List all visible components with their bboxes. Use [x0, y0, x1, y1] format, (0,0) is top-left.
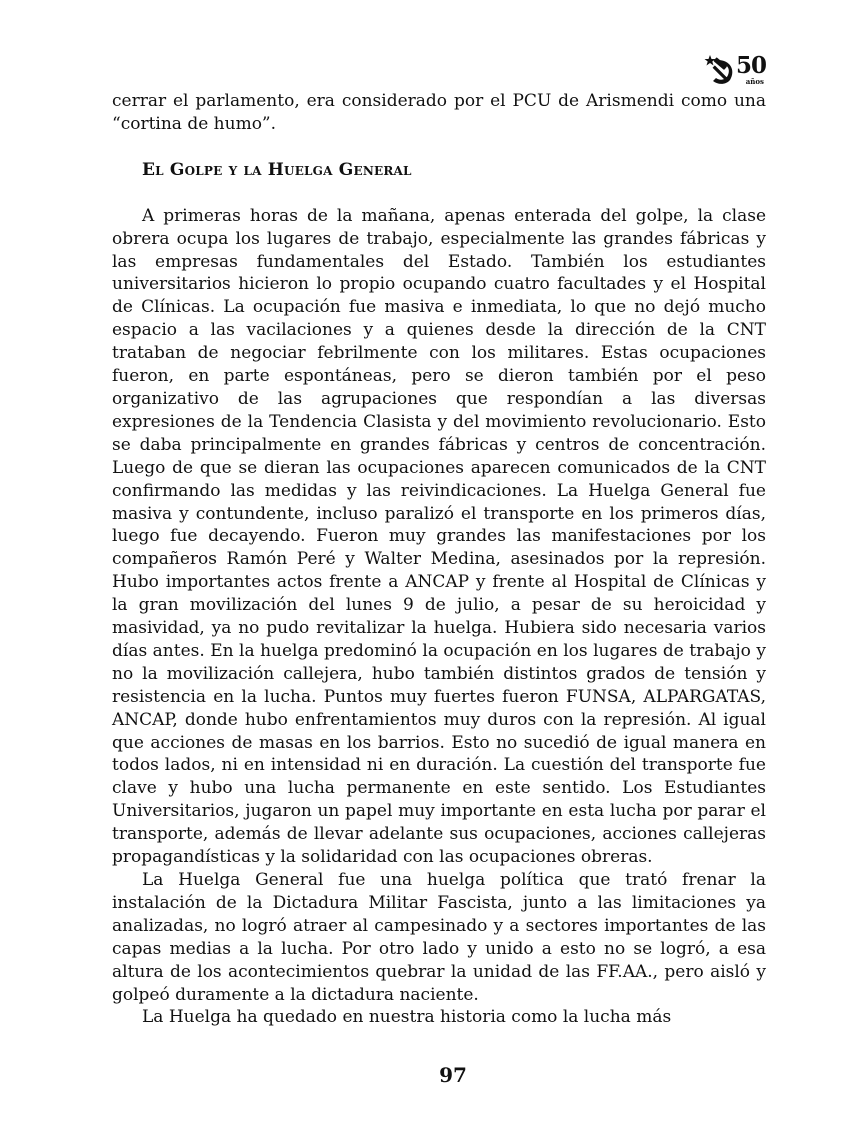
- header-logo: [704, 54, 766, 86]
- page-body: [112, 90, 766, 1029]
- hammer-sickle-star-icon: [704, 54, 738, 86]
- paragraph-continuation: cerrar el parlamento, era considerado por el PCU de Arismendi como una “cortina de humo”.: [112, 91, 766, 134]
- section-heading: El Golpe y la Huelga General: [142, 159, 412, 180]
- logo-50-label: 50: [735, 52, 766, 79]
- paragraph-3: La Huelga ha quedado en nuestra historia como la lucha más: [142, 1007, 672, 1028]
- page-number: 97: [439, 1063, 467, 1087]
- paragraph-1: A primeras horas de la mañana, apenas enterada del golpe, la clase obrera ocupa los lugares de trabajo, especialmente las grandes fábricas y las empresas fundamentales del Estado. También los estudiantes universitarios hicieron lo propio ocupando cuatro facultades y el Hospital de Clínicas. La ocupación fue masiva e inmediata, lo que no dejó mucho espacio a las vacilaciones y a quienes desde la dirección de la CNT trataban de negociar febrilmente con los militares. Estas ocupaciones fueron, en parte espontáneas, pero se dieron también por el peso organizativo de las agrupaciones que respondían a las diversas expresiones de la Tendencia Clasista y del movimiento revolucionario. Esto se daba principalmente en grandes fábricas y centros de concentración. Luego de que se dieran las ocupaciones aparecen comunicados de la CNT confirmando las medidas y las reivindicaciones. La Huelga General fue masiva y contundente, incluso paralizó el transporte en los primeros días, luego fue decayendo. Fueron muy grandes las manifestaciones por los compañeros Ramón Peré y Walter Medina, asesinados por la represión. Hubo importantes actos frente a ANCAP y frente al Hospital de Clínicas y la gran movilización del lunes 9 de julio, a pesar de su heroicidad y masividad, ya no pudo revitalizar la huelga. Hubiera sido necesaria varios días antes. En la huelga predominó la ocupación en los lugares de trabajo y no la movilización callejera, hubo también distintos grados de tensión y resistencia en la lucha. Puntos muy fuertes fueron FUNSA, ALPARGATAS, ANCAP, donde hubo enfrentamientos muy duros con la represión. Al igual que acciones de masas en los barrios. Esto no sucedió de igual manera en todos lados, ni en intensidad ni en duración. La cuestión del transporte fue clave y hubo una lucha permanente en este sentido. Los Estudiantes Universitarios, jugaron un papel muy importante en esta lucha por parar el transporte, además de llevar adelante sus ocupaciones, acciones callejeras propagandísticas y la solidaridad con las ocupaciones obreras.: [112, 205, 766, 868]
- logo-anos-label: años: [745, 77, 764, 86]
- paragraph-2: La Huelga General fue una huelga política que trató frenar la instalación de la Dictadura Militar Fascista, junto a las limitaciones ya analizadas, no logró atraer al campesinado y a sectores importantes de las capas medias a la lucha. Por otro lado y unido a esto no se logró, a esa altura de los acontecimientos quebrar la unidad de las FF.AA., pero aisló y golpeó duramente a la dictadura naciente.: [112, 870, 766, 1005]
